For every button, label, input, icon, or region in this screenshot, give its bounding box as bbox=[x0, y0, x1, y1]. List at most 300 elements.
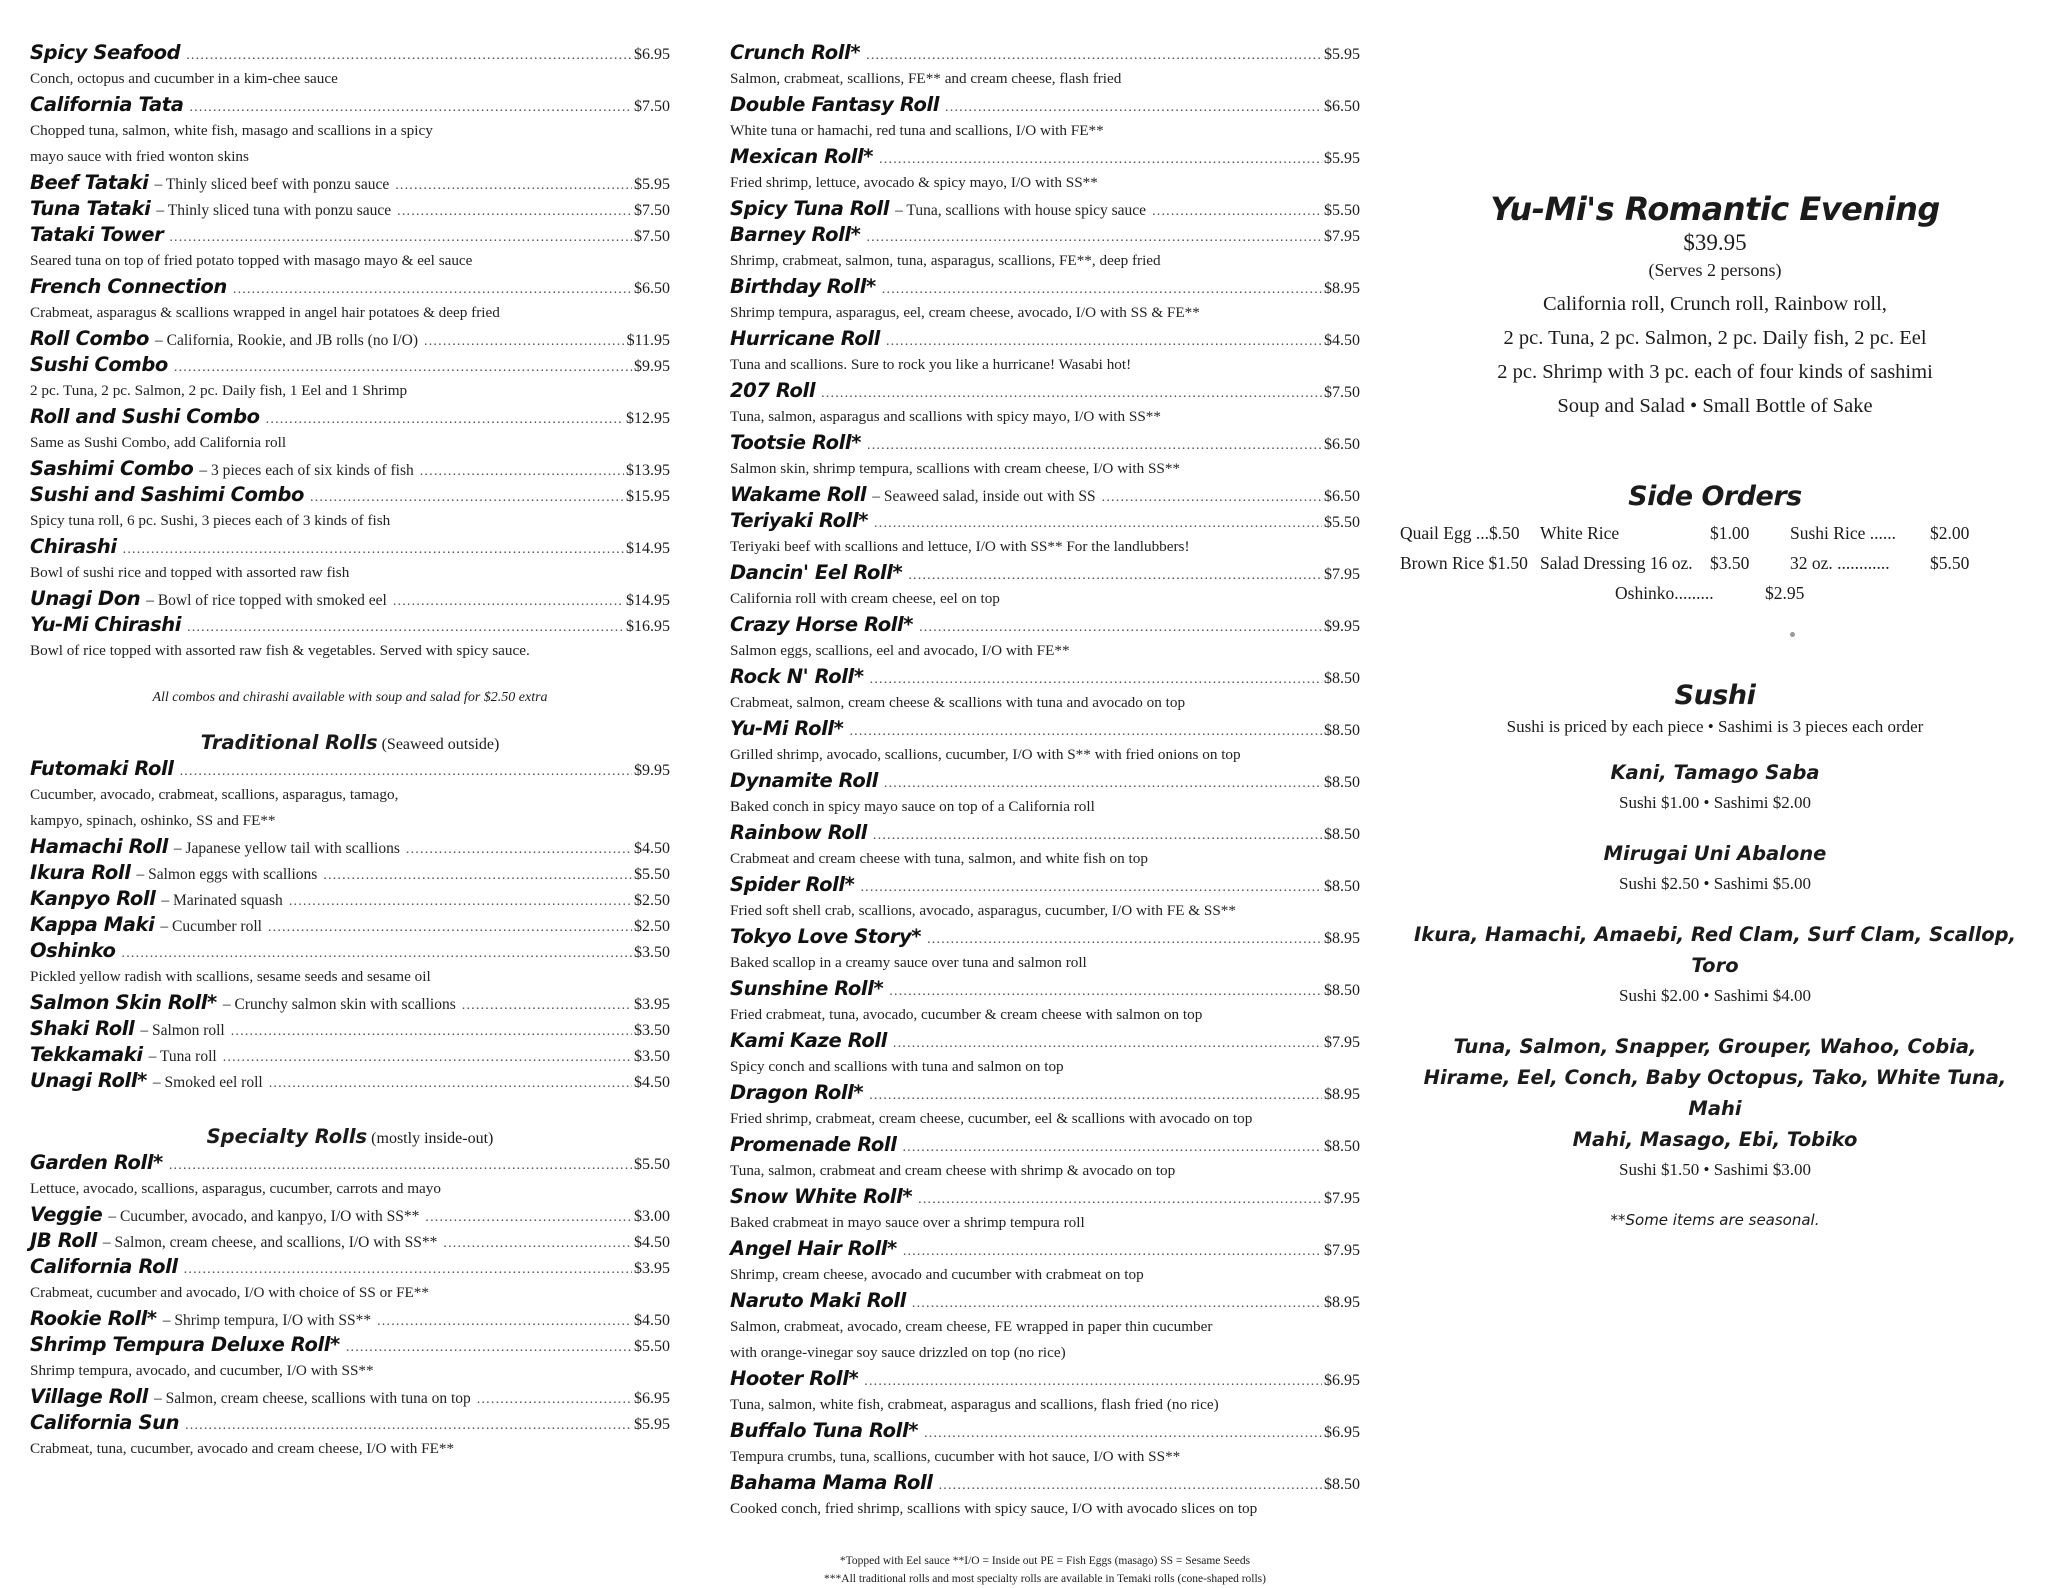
seasonal-note: **Some items are seasonal. bbox=[1610, 1211, 1820, 1229]
menu-item-description: Conch, octopus and cucumber in a kim-chee sauce bbox=[30, 70, 338, 87]
menu-item-name: Unagi Don bbox=[30, 587, 141, 610]
menu-item-row bbox=[730, 1470, 1360, 1496]
menu-item-name: Wakame Roll bbox=[730, 483, 867, 506]
menu-item bbox=[30, 170, 670, 196]
menu-item-name: Birthday Roll* bbox=[730, 275, 876, 298]
menu-item-name: Teriyaki Roll* bbox=[730, 509, 869, 532]
menu-item-price: $5.95 bbox=[1324, 150, 1360, 167]
menu-item-price: $2.50 bbox=[634, 892, 670, 909]
menu-item-price: $8.50 bbox=[1324, 1476, 1360, 1493]
sushi-title: Sushi bbox=[1674, 680, 1756, 711]
menu-item-row bbox=[30, 756, 670, 782]
side-dressing-32oz: 32 oz. ............ bbox=[1790, 553, 1890, 573]
menu-item-name: Dynamite Roll bbox=[730, 769, 878, 792]
menu-item-price: $4.50 bbox=[1324, 332, 1360, 349]
menu-item bbox=[730, 430, 1360, 482]
menu-item-description: Tuna and scallions. Sure to rock you like a hurricane! Wasabi hot! bbox=[730, 356, 1132, 373]
menu-item-price: $8.95 bbox=[1324, 280, 1360, 297]
menu-item-description: Lettuce, avocado, scallions, asparagus, cucumber, carrots and mayo bbox=[30, 1180, 441, 1197]
menu-item-description: Tuna, salmon, white fish, crabmeat, asparagus and scallions, flash fried (no rice) bbox=[730, 1396, 1219, 1413]
sushi-group bbox=[1395, 757, 2035, 818]
menu-item-description: Fried shrimp, crabmeat, cream cheese, cucumber, eel & scallions with avocado on top bbox=[730, 1110, 1253, 1127]
menu-item bbox=[730, 274, 1360, 326]
sushi-group-price: Sushi $1.00 • Sashimi $2.00 bbox=[1618, 793, 1812, 812]
menu-item-name: Salmon Skin Roll* bbox=[30, 991, 217, 1014]
menu-item bbox=[30, 586, 670, 612]
menu-item-name: Kami Kaze Roll bbox=[730, 1029, 887, 1052]
menu-item-name: Sushi and Sashimi Combo bbox=[30, 483, 305, 506]
side-oshinko: Oshinko......... bbox=[1615, 583, 1714, 603]
menu-item-name: Dancin' Eel Roll* bbox=[730, 561, 903, 584]
side-quail-egg: Quail Egg ...$.50 bbox=[1400, 523, 1520, 543]
footnotes bbox=[730, 1552, 1360, 1588]
menu-item-name: Spicy Seafood bbox=[30, 41, 181, 64]
menu-item bbox=[730, 196, 1360, 222]
side-oshinko-row bbox=[1615, 578, 2035, 608]
side-brown-rice: Brown Rice $1.50 bbox=[1400, 553, 1528, 573]
menu-item-description: Shrimp, cream cheese, avocado and cucumber with crabmeat on top bbox=[730, 1266, 1144, 1283]
menu-item-inline-desc: – Thinly sliced tuna with ponzu sauce bbox=[156, 202, 392, 219]
menu-item bbox=[30, 1150, 670, 1202]
menu-item-description: kampyo, spinach, oshinko, SS and FE** bbox=[30, 812, 276, 829]
menu-item-description: Baked crabmeat in mayo sauce over a shrimp tempura roll bbox=[730, 1214, 1085, 1231]
menu-item-inline-desc: – Salmon, cream cheese, scallions with tuna on top bbox=[153, 1390, 471, 1407]
menu-item-description: Chopped tuna, salmon, white fish, masago and scallions in a spicy bbox=[30, 122, 433, 139]
menu-item-price: $6.95 bbox=[634, 46, 670, 63]
sushi-subtitle: Sushi is priced by each piece • Sashimi is 3 pieces each order bbox=[1506, 717, 1924, 736]
menu-item-name: Hooter Roll* bbox=[730, 1367, 859, 1390]
menu-item-row bbox=[730, 196, 1360, 222]
menu-item bbox=[30, 326, 670, 352]
menu-item-name: Shrimp Tempura Deluxe Roll* bbox=[30, 1333, 340, 1356]
menu-item bbox=[730, 92, 1360, 144]
menu-item-inline-desc: – Cucumber roll bbox=[160, 918, 262, 935]
menu-item-row bbox=[730, 40, 1360, 66]
menu-item-price: $8.50 bbox=[1324, 670, 1360, 687]
menu-item-name: Bahama Mama Roll bbox=[730, 1471, 933, 1494]
menu-item-price: $16.95 bbox=[626, 618, 670, 635]
menu-item-name: Sunshine Roll* bbox=[730, 977, 884, 1000]
menu-item-description: Bowl of rice topped with assorted raw fish & vegetables. Served with spicy sauce. bbox=[30, 642, 530, 659]
menu-item bbox=[30, 404, 670, 456]
menu-item bbox=[730, 924, 1360, 976]
menu-item-row bbox=[30, 456, 670, 482]
menu-item bbox=[730, 1236, 1360, 1288]
menu-item bbox=[30, 886, 670, 912]
side-dressing-32oz-price: $5.50 bbox=[1930, 553, 1970, 573]
menu-item-price: $6.50 bbox=[634, 280, 670, 297]
menu-item bbox=[30, 222, 670, 274]
section-subtitle: (mostly inside-out) bbox=[371, 1130, 494, 1147]
menu-item-row bbox=[730, 1366, 1360, 1392]
menu-item-row bbox=[730, 508, 1360, 534]
menu-item-name: Futomaki Roll bbox=[30, 757, 174, 780]
menu-item-name: Naruto Maki Roll bbox=[730, 1289, 906, 1312]
menu-item-row bbox=[730, 1028, 1360, 1054]
menu-item-price: $3.00 bbox=[634, 1208, 670, 1225]
menu-item-name: Kappa Maki bbox=[30, 913, 155, 936]
menu-item-name: Double Fantasy Roll bbox=[730, 93, 940, 116]
romantic-evening-serves: (Serves 2 persons) bbox=[1648, 260, 1782, 280]
menu-item-name: Barney Roll* bbox=[730, 223, 861, 246]
menu-item bbox=[30, 1384, 670, 1410]
side-sushi-rice: Sushi Rice ...... bbox=[1790, 523, 1896, 543]
menu-item bbox=[30, 1016, 670, 1042]
romantic-evening-line: Soup and Salad • Small Bottle of Sake bbox=[1557, 395, 1873, 417]
footnote-temaki: ***All traditional rolls and most specialty rolls are available in Temaki rolls (cone-shaped rolls) bbox=[824, 1573, 1266, 1585]
menu-item bbox=[730, 1366, 1360, 1418]
specialty-rolls-heading bbox=[30, 1124, 670, 1150]
menu-item bbox=[730, 1132, 1360, 1184]
menu-item-row bbox=[30, 92, 670, 118]
menu-item bbox=[730, 612, 1360, 664]
menu-item-name: Chirashi bbox=[30, 535, 117, 558]
menu-item-name: Veggie bbox=[30, 1203, 103, 1226]
menu-item-row bbox=[30, 482, 670, 508]
menu-item-inline-desc: – Japanese yellow tail with scallions bbox=[173, 840, 400, 857]
menu-item-description: Pickled yellow radish with scallions, sesame seeds and sesame oil bbox=[30, 968, 431, 985]
menu-item-price: $5.95 bbox=[1324, 46, 1360, 63]
menu-item-row bbox=[30, 40, 670, 66]
menu-item-row bbox=[730, 820, 1360, 846]
menu-item-price: $7.50 bbox=[634, 228, 670, 245]
menu-item-price: $5.50 bbox=[1324, 514, 1360, 531]
menu-item-price: $7.50 bbox=[1324, 384, 1360, 401]
side-salad-dressing-price: $3.50 bbox=[1710, 553, 1750, 573]
menu-item-price: $7.50 bbox=[634, 98, 670, 115]
menu-item bbox=[730, 222, 1360, 274]
menu-item bbox=[30, 196, 670, 222]
menu-item-name: California Sun bbox=[30, 1411, 180, 1434]
menu-item bbox=[730, 976, 1360, 1028]
side-sushi-rice-price: $2.00 bbox=[1930, 523, 1970, 543]
menu-item-name: Sashimi Combo bbox=[30, 457, 194, 480]
menu-item-price: $4.50 bbox=[634, 1234, 670, 1251]
side-salad-dressing: Salad Dressing 16 oz. bbox=[1540, 553, 1693, 573]
menu-item bbox=[730, 508, 1360, 560]
menu-item-description: Shrimp tempura, asparagus, eel, cream cheese, avocado, I/O with SS & FE** bbox=[730, 304, 1200, 321]
menu-item-name: Unagi Roll* bbox=[30, 1069, 147, 1092]
menu-item-price: $7.95 bbox=[1324, 1190, 1360, 1207]
menu-item bbox=[730, 872, 1360, 924]
menu-item-description: Same as Sushi Combo, add California roll bbox=[30, 434, 287, 451]
menu-item-row bbox=[730, 1184, 1360, 1210]
menu-item bbox=[30, 534, 670, 586]
menu-item-name: Rock N' Roll* bbox=[730, 665, 864, 688]
menu-item-row bbox=[730, 1080, 1360, 1106]
menu-item-inline-desc: – Marinated squash bbox=[161, 892, 283, 909]
menu-item-price: $3.50 bbox=[634, 944, 670, 961]
menu-item-name: Crazy Horse Roll* bbox=[730, 613, 914, 636]
menu-item-row bbox=[730, 560, 1360, 586]
menu-item bbox=[730, 1184, 1360, 1236]
menu-item-description: Spicy conch and scallions with tuna and salmon on top bbox=[730, 1058, 1064, 1075]
menu-item-row bbox=[30, 170, 670, 196]
menu-item-price: $12.95 bbox=[626, 410, 670, 427]
menu-item-description: Tuna, salmon, asparagus and scallions with spicy mayo, I/O with SS** bbox=[730, 408, 1161, 425]
menu-item-inline-desc: – 3 pieces each of six kinds of fish bbox=[199, 462, 414, 479]
menu-item bbox=[30, 352, 670, 404]
menu-item-row bbox=[30, 1410, 670, 1436]
menu-item-price: $6.50 bbox=[1324, 98, 1360, 115]
side-white-rice: White Rice bbox=[1540, 523, 1620, 543]
menu-item-row bbox=[30, 1150, 670, 1176]
menu-item-price: $9.95 bbox=[634, 358, 670, 375]
menu-item bbox=[30, 938, 670, 990]
menu-item bbox=[30, 834, 670, 860]
menu-item-price: $7.95 bbox=[1324, 228, 1360, 245]
menu-item-price: $7.95 bbox=[1324, 1242, 1360, 1259]
sushi-group-price: Sushi $1.50 • Sashimi $3.00 bbox=[1618, 1160, 1812, 1179]
menu-item-description: Crabmeat, salmon, cream cheese & scallions with tuna and avocado on top bbox=[730, 694, 1186, 711]
menu-item-description: Baked scallop in a creamy sauce over tuna and salmon roll bbox=[730, 954, 1087, 971]
side-oshinko-price: $2.95 bbox=[1765, 583, 1805, 603]
menu-item-description: Cucumber, avocado, crabmeat, scallions, asparagus, tamago, bbox=[30, 786, 399, 803]
menu-item bbox=[30, 456, 670, 482]
menu-item-row bbox=[730, 976, 1360, 1002]
menu-item bbox=[730, 1470, 1360, 1522]
menu-item-price: $5.50 bbox=[634, 1156, 670, 1173]
menu-column-2 bbox=[730, 40, 1360, 1588]
specialty-rolls-list bbox=[30, 1150, 670, 1462]
menu-item-price: $7.50 bbox=[634, 202, 670, 219]
menu-item-row bbox=[730, 378, 1360, 404]
menu-item-price: $4.50 bbox=[634, 1074, 670, 1091]
menu-item-name: Beef Tataki bbox=[30, 171, 149, 194]
menu-item-description: Bowl of sushi rice and topped with assorted raw fish bbox=[30, 564, 350, 581]
menu-item bbox=[730, 1288, 1360, 1366]
sushi-group-price: Sushi $2.50 • Sashimi $5.00 bbox=[1618, 874, 1812, 893]
sushi-fish-names: Mirugai Uni Abalone bbox=[1603, 842, 1827, 865]
dot-leader bbox=[269, 1071, 632, 1097]
menu-item bbox=[730, 664, 1360, 716]
menu-item-price: $2.50 bbox=[634, 918, 670, 935]
menu-item-row bbox=[730, 92, 1360, 118]
menu-column-1 bbox=[30, 40, 670, 1462]
menu-item-description: Crabmeat, asparagus & scallions wrapped in angel hair potatoes & deep fried bbox=[30, 304, 500, 321]
menu-item-row bbox=[30, 404, 670, 430]
menu-item-price: $6.50 bbox=[1324, 488, 1360, 505]
menu-item-name: Roll Combo bbox=[30, 327, 149, 350]
sushi-fish-names: Mahi, Masago, Ebi, Tobiko bbox=[1572, 1128, 1858, 1151]
traditional-rolls-list bbox=[30, 756, 670, 1094]
menu-item-name: California Roll bbox=[30, 1255, 178, 1278]
menu-item-name: Tekkamaki bbox=[30, 1043, 143, 1066]
menu-item bbox=[30, 612, 670, 664]
menu-item-description: Fried soft shell crab, scallions, avocado, asparagus, cucumber, I/O with FE & SS** bbox=[730, 902, 1236, 919]
menu-item-description: White tuna or hamachi, red tuna and scallions, I/O with FE** bbox=[730, 122, 1104, 139]
side-orders-title: Side Orders bbox=[1628, 481, 1802, 512]
menu-item bbox=[730, 1418, 1360, 1470]
menu-item-row bbox=[730, 716, 1360, 742]
sushi-group bbox=[1395, 838, 2035, 899]
menu-item-row bbox=[730, 144, 1360, 170]
menu-item-inline-desc: – Tuna, scallions with house spicy sauce bbox=[895, 202, 1147, 219]
menu-item-price: $3.95 bbox=[634, 996, 670, 1013]
menu-item-price: $4.50 bbox=[634, 1312, 670, 1329]
menu-item-name: Yu-Mi Chirashi bbox=[30, 613, 182, 636]
menu-item-row bbox=[30, 612, 670, 638]
menu-item bbox=[30, 482, 670, 534]
menu-item-inline-desc: – Salmon eggs with scallions bbox=[136, 866, 318, 883]
menu-item-name: Shaki Roll bbox=[30, 1017, 135, 1040]
menu-item-price: $7.95 bbox=[1324, 566, 1360, 583]
menu-item-price: $7.95 bbox=[1324, 1034, 1360, 1051]
menu-item-price: $5.50 bbox=[634, 1338, 670, 1355]
menu-item bbox=[30, 990, 670, 1016]
menu-item bbox=[30, 912, 670, 938]
romantic-evening-price: $39.95 bbox=[1683, 230, 1747, 255]
romantic-evening-line: 2 pc. Shrimp with 3 pc. each of four kinds of sashimi bbox=[1497, 361, 1933, 383]
menu-item-name: Rainbow Roll bbox=[730, 821, 867, 844]
sushi-fish-names: Hirame, Eel, Conch, Baby Octopus, Tako, White Tuna, Mahi bbox=[1423, 1066, 2007, 1120]
menu-item-row bbox=[730, 612, 1360, 638]
menu-item-row bbox=[30, 860, 670, 886]
menu-item-description: Salmon, crabmeat, scallions, FE** and cream cheese, flash fried bbox=[730, 70, 1122, 87]
menu-item-description: Baked conch in spicy mayo sauce on top of a California roll bbox=[730, 798, 1095, 815]
menu-item-price: $14.95 bbox=[626, 592, 670, 609]
specialty-rolls-list-continued bbox=[730, 40, 1360, 1522]
menu-item bbox=[30, 40, 670, 92]
menu-item-row bbox=[30, 834, 670, 860]
menu-item-price: $6.95 bbox=[634, 1390, 670, 1407]
menu-item-price: $3.50 bbox=[634, 1022, 670, 1039]
combo-note: All combos and chirashi available with soup and salad for $2.50 extra bbox=[152, 690, 548, 705]
menu-item-price: $14.95 bbox=[626, 540, 670, 557]
menu-item-name: Tataki Tower bbox=[30, 223, 164, 246]
menu-item bbox=[730, 560, 1360, 612]
sushi-group bbox=[1395, 1031, 2035, 1185]
menu-item-name: Promenade Roll bbox=[730, 1133, 897, 1156]
menu-item-price: $5.50 bbox=[634, 866, 670, 883]
menu-item-row bbox=[30, 1068, 670, 1094]
menu-item-price: $8.50 bbox=[1324, 982, 1360, 999]
menu-item-description: Teriyaki beef with scallions and lettuce, I/O with SS** For the landlubbers! bbox=[730, 538, 1190, 555]
menu-item bbox=[30, 1228, 670, 1254]
menu-item-inline-desc: – Shrimp tempura, I/O with SS** bbox=[162, 1312, 372, 1329]
menu-item-row bbox=[30, 196, 670, 222]
menu-item-description: mayo sauce with fried wonton skins bbox=[30, 148, 249, 165]
menu-item-row bbox=[730, 274, 1360, 300]
menu-item-row bbox=[730, 430, 1360, 456]
menu-item-name: Spicy Tuna Roll bbox=[730, 197, 890, 220]
menu-item bbox=[730, 326, 1360, 378]
menu-item-row bbox=[30, 1016, 670, 1042]
menu-item-row bbox=[730, 1288, 1360, 1314]
menu-item bbox=[30, 1042, 670, 1068]
menu-item-name: Dragon Roll* bbox=[730, 1081, 864, 1104]
menu-item-price: $15.95 bbox=[626, 488, 670, 505]
menu-item-row bbox=[30, 274, 670, 300]
menu-item-row bbox=[30, 1306, 670, 1332]
menu-item-name: Hurricane Roll bbox=[730, 327, 880, 350]
sushi-fish-names: Ikura, Hamachi, Amaebi, Red Clam, Surf Clam, Scallop, Toro bbox=[1413, 923, 2017, 977]
menu-item-name: Village Roll bbox=[30, 1385, 148, 1408]
menu-item-description: Crabmeat, cucumber and avocado, I/O with choice of SS or FE** bbox=[30, 1284, 429, 1301]
romantic-evening-line: 2 pc. Tuna, 2 pc. Salmon, 2 pc. Daily fish, 2 pc. Eel bbox=[1503, 327, 1927, 349]
menu-item-row bbox=[30, 1042, 670, 1068]
dot-leader bbox=[266, 407, 624, 433]
menu-item-description: California roll with cream cheese, eel on top bbox=[730, 590, 1000, 607]
menu-item-name: Yu-Mi Roll* bbox=[730, 717, 844, 740]
menu-item bbox=[730, 768, 1360, 820]
menu-item-description: Spicy tuna roll, 6 pc. Sushi, 3 pieces each of 3 kinds of fish bbox=[30, 512, 391, 529]
menu-column-3 bbox=[1395, 40, 2035, 1229]
menu-item-description: Seared tuna on top of fried potato topped with masago mayo & eel sauce bbox=[30, 252, 473, 269]
menu-item-name: Mexican Roll* bbox=[730, 145, 874, 168]
menu-item-name: Snow White Roll* bbox=[730, 1185, 913, 1208]
side-orders-grid bbox=[1395, 518, 2035, 578]
menu-item bbox=[30, 1306, 670, 1332]
menu-item-inline-desc: – Tuna roll bbox=[148, 1048, 217, 1065]
dot-leader bbox=[346, 1335, 632, 1361]
menu-item-row bbox=[730, 222, 1360, 248]
menu-item-row bbox=[730, 768, 1360, 794]
sushi-price-groups bbox=[1395, 757, 2035, 1185]
romantic-evening-title: Yu-Mi's Romantic Evening bbox=[1490, 190, 1940, 228]
menu-item bbox=[30, 92, 670, 170]
menu-item-price: $8.95 bbox=[1324, 1294, 1360, 1311]
menu-item-inline-desc: – Seaweed salad, inside out with SS bbox=[872, 488, 1096, 505]
sushi-fish-names: Kani, Tamago Saba bbox=[1610, 761, 1820, 784]
menu-item-description: Salmon, crabmeat, avocado, cream cheese, FE wrapped in paper thin cucumber bbox=[730, 1318, 1213, 1335]
menu-item-price: $3.95 bbox=[634, 1260, 670, 1277]
menu-item-price: $4.50 bbox=[634, 840, 670, 857]
sushi-group-price: Sushi $2.00 • Sashimi $4.00 bbox=[1618, 986, 1812, 1005]
menu-item-price: $8.50 bbox=[1324, 722, 1360, 739]
menu-item-name: Rookie Roll* bbox=[30, 1307, 157, 1330]
menu-item-row bbox=[30, 1384, 670, 1410]
menu-item-description: Salmon skin, shrimp tempura, scallions with cream cheese, I/O with SS** bbox=[730, 460, 1181, 477]
menu-item-description: 2 pc. Tuna, 2 pc. Salmon, 2 pc. Daily fish, 1 Eel and 1 Shrimp bbox=[30, 382, 408, 399]
menu-item-price: $8.50 bbox=[1324, 878, 1360, 895]
menu-item-row bbox=[30, 222, 670, 248]
menu-item-row bbox=[730, 326, 1360, 352]
menu-item-row bbox=[30, 1332, 670, 1358]
menu-item bbox=[730, 1080, 1360, 1132]
menu-item-description: Grilled shrimp, avocado, scallions, cucumber, I/O with S** with fried onions on top bbox=[730, 746, 1241, 763]
menu-item bbox=[730, 144, 1360, 196]
menu-item-price: $13.95 bbox=[626, 462, 670, 479]
menu-item-description: Fried shrimp, lettuce, avocado & spicy mayo, I/O with SS** bbox=[730, 174, 1098, 191]
menu-item bbox=[30, 756, 670, 834]
menu-item-price: $6.50 bbox=[1324, 436, 1360, 453]
menu-item-description: with orange-vinegar soy sauce drizzled on top (no rice) bbox=[730, 1344, 1066, 1361]
menu-item-inline-desc: – Salmon, cream cheese, and scallions, I/O with SS** bbox=[102, 1234, 438, 1251]
menu-item bbox=[30, 1068, 670, 1094]
menu-item-price: $6.95 bbox=[1324, 1424, 1360, 1441]
menu-item-name: Kanpyo Roll bbox=[30, 887, 156, 910]
menu-item-row bbox=[30, 938, 670, 964]
menu-item-row bbox=[30, 1202, 670, 1228]
menu-item-name: Hamachi Roll bbox=[30, 835, 168, 858]
menu-item-price: $8.95 bbox=[1324, 930, 1360, 947]
menu-item-inline-desc: – Crunchy salmon skin with scallions bbox=[222, 996, 456, 1013]
menu-item-price: $6.95 bbox=[1324, 1372, 1360, 1389]
romantic-evening-contents bbox=[1395, 287, 2035, 423]
menu-item bbox=[30, 1410, 670, 1462]
menu-item bbox=[730, 40, 1360, 92]
menu-item-name: Spider Roll* bbox=[730, 873, 855, 896]
menu-item-row bbox=[730, 1236, 1360, 1262]
footnote-abbreviations: *Topped with Eel sauce **I/O = Inside out PE = Fish Eggs (masago) SS = Sesame Seeds bbox=[839, 1555, 1251, 1567]
menu-item bbox=[730, 378, 1360, 430]
menu-item-row bbox=[30, 352, 670, 378]
menu-item-name: French Connection bbox=[30, 275, 227, 298]
menu-item-name: Angel Hair Roll* bbox=[730, 1237, 897, 1260]
menu-item-name: 207 Roll bbox=[730, 379, 816, 402]
menu-item-price: $8.50 bbox=[1324, 826, 1360, 843]
